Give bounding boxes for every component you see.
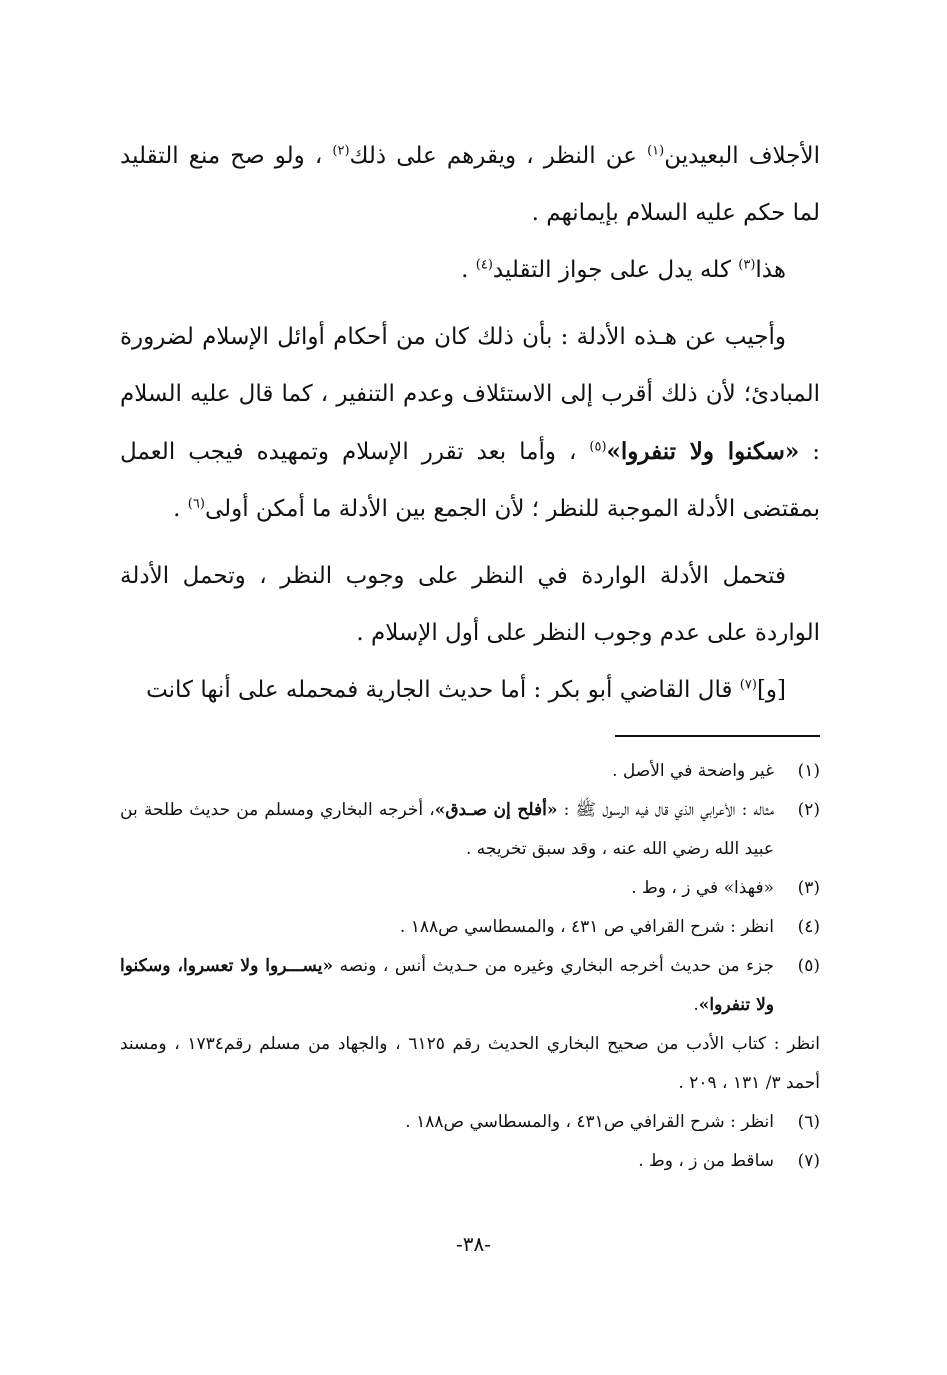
footnote-ref-4: (٤) [475,257,493,273]
footnote-text: غير واضحة في الأصل . [612,761,774,781]
footnote-1 [120,752,820,791]
paragraph-5-text-b: قال القاضي أبو بكر : أما حديث الجارية فمحمله على أنها كانت [146,677,740,703]
footnotes [120,752,820,1181]
footnote-number: (٣) [797,878,820,898]
footnote-ref-6: (٦) [187,496,205,512]
footnote-ref-2: (٢) [332,143,350,159]
footnote-2-text-b: ، أخرجه البخاري ومسلم من حديث طلحة بن عبيد الله رضي الله عنه ، وقد سبق تخريجه . [120,800,774,859]
footnote-text [120,947,774,1025]
paragraph-2-text-a: هذا [755,257,786,283]
footnote-text [120,791,774,869]
footnote-2 [120,791,820,869]
footnote-number: (٢) [797,800,820,820]
footnote-6 [120,1103,820,1142]
paragraph-3-text-b: ، وأما بعد تقرر الإسلام وتمهيده فيجب العمل بمقتضى الأدلة الموجبة للنظر ؛ لأن الجمع بين الأدلة ما أمكن أولى [120,439,820,522]
footnote-7 [120,1142,820,1181]
footnote-text: انظر : شرح القرافي ص٤٣١ ، والمسطاسي ص١٨٨ . [405,1112,774,1132]
main-text [120,128,820,719]
footnote-5 [120,947,820,1025]
paragraph-2-text-b: كله يدل على جواز التقليد [492,257,739,283]
footnote-ref-1: (١) [647,143,665,159]
hadith-quote: «سكنوا ولا تنفروا» [606,438,800,465]
footnote-5-continuation: انظر : كتاب الأدب من صحيح البخاري الحديث رقم ٦١٢٥ ، والجهاد من مسلم رقم١٧٣٤ ، ومسند أحمد ٣/ ١٣١ ، ٢٠٩ . [120,1034,820,1093]
footnote-5-text-a: جزء من حديث أخرجه البخاري وغيره من حـديث أنس ، ونصه [333,956,774,976]
paragraph-4: فتحمل الأدلة الواردة في النظر على وجوب النظر ، وتحمل الأدلة الواردة على عدم وجوب النظر على أول الإسلام . [120,563,820,646]
footnote-4 [120,908,820,947]
footnote-ref-7: (٧) [739,677,757,693]
footnote-separator [615,735,820,737]
paragraph-1-text-c: ، ولو صح منع التقليد لما حكم عليه السلام بإيمانهم . [120,143,820,226]
paragraph-1-text-b: عن النظر ، ويقرهم على ذلك [349,143,648,169]
footnote-number: (٥) [797,956,820,976]
footnote-2-text-a: مثاله : الأعرابي الذي قال فيه الرسول ﷺ : [557,800,774,820]
footnote-ref-3: (٣) [738,257,756,273]
footnote-text: ساقط من ز ، وط . [638,1151,774,1171]
paragraph-2 [120,242,820,299]
footnote-ref-5: (٥) [589,439,607,455]
footnote-text: انظر : شرح القرافي ص ٤٣١ ، والمسطاسي ص١٨٨ . [399,917,774,937]
footnote-3 [120,869,820,908]
footnote-2-quote: «أفلح إن صـدق» [434,800,558,820]
paragraph-3-text-a: وأجيب عن هـذه الأدلة : بأن ذلك كان من أحكام أوائل الإسلام لضرورة المبادئ؛ لأن ذلك أقرب إلى الاستئلاف وعدم التنفير ، كما قال عليه السلام : [120,324,821,465]
paragraph-5 [120,662,820,719]
footnote-text: «فهذا» في ز ، وط . [631,878,774,898]
paragraph-5-text-a: [و] [756,677,786,703]
footnote-5-quote: «يســـروا ولا تعسروا، وسكنوا ولا تنفروا» [120,956,774,1015]
paragraph-1 [120,128,820,242]
footnote-number: (٤) [797,917,820,937]
paragraph-1-text-a: الأجلاف البعيدين [664,143,820,169]
footnote-number: (١) [797,761,820,781]
paragraph-2-text-c: . [461,257,476,283]
footnote-number: (٧) [797,1151,820,1171]
paragraph-3-text-c: . [173,496,188,522]
paragraph-3 [120,309,820,538]
footnote-number: (٦) [797,1112,820,1132]
page-number: -٣٨- [455,1232,491,1256]
footnote-5-text-b: . [693,995,699,1015]
